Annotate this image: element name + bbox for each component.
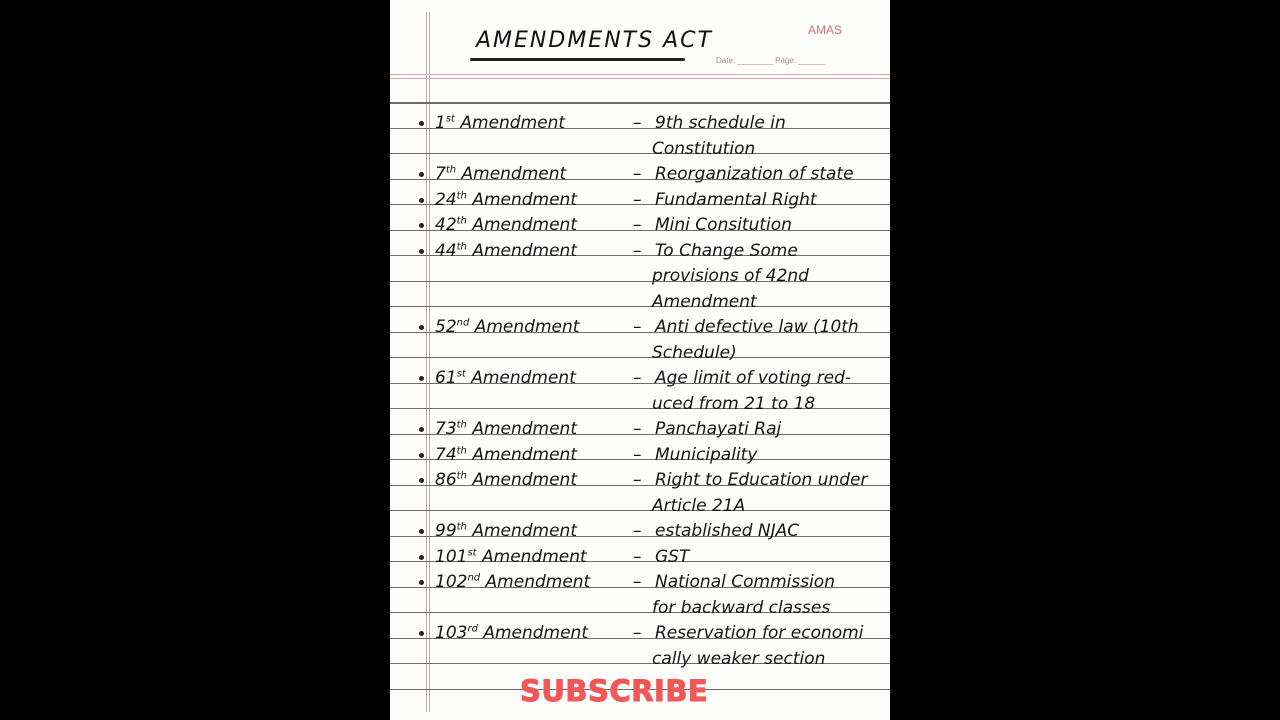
amendment-number (435, 445, 577, 465)
ordinal-suffix: st (456, 368, 466, 380)
dash: – (633, 368, 642, 388)
amendment-label: Amendment (461, 164, 567, 184)
amendment-number (435, 547, 587, 567)
dash: – (633, 546, 642, 567)
amendment-description: Constitution (652, 138, 756, 159)
dash: – (633, 317, 642, 337)
number: 42 (435, 215, 457, 235)
amendment-row (390, 317, 890, 341)
dash: – (633, 470, 642, 490)
amendment-number (435, 164, 566, 184)
bullet-icon (419, 376, 424, 381)
amendment-number (435, 419, 577, 439)
amendment-label: Amendment (472, 240, 577, 261)
amendment-label: Amendment (472, 419, 577, 439)
dash: – (633, 623, 642, 643)
dash: – (633, 444, 642, 465)
amendment-row-continued (390, 394, 890, 418)
amendment-row-continued (390, 649, 890, 673)
ordinal-suffix: st (445, 113, 455, 125)
bullet-icon (419, 631, 424, 636)
amendment-description: Reservation for economi (655, 623, 864, 643)
amendment-label: Amendment (472, 215, 577, 235)
bullet-icon (419, 325, 424, 330)
number: 103 (435, 623, 468, 643)
bullet-icon (419, 427, 424, 432)
header-rule (390, 74, 890, 75)
amendment-number (435, 572, 590, 592)
amendment-number (435, 317, 579, 337)
amendment-row (390, 547, 890, 571)
amendment-label: Amendment (472, 521, 577, 541)
bullet-icon (419, 529, 424, 534)
dash: – (633, 189, 642, 210)
dash: – (633, 164, 642, 184)
amendment-label: Amendment (471, 368, 576, 388)
amendment-number (435, 470, 577, 490)
dash: – (633, 113, 642, 133)
ordinal-suffix: th (456, 470, 467, 482)
header-rule (390, 78, 890, 79)
amendment-description: National Commission (655, 572, 835, 592)
bullet-icon (419, 223, 424, 228)
amendment-description: Municipality (655, 444, 758, 465)
number: 102 (435, 572, 468, 592)
amendment-row-continued (390, 139, 890, 163)
ordinal-suffix: th (456, 240, 467, 252)
amendment-row-continued (390, 292, 890, 316)
bullet-icon (419, 249, 424, 254)
amendment-row (390, 368, 890, 392)
number: 24 (435, 189, 457, 210)
page-title: AMENDMENTS ACT (476, 28, 713, 53)
amendment-description: Age limit of voting red- (655, 368, 852, 388)
amendment-row (390, 164, 890, 188)
number: 101 (435, 546, 468, 567)
dash: – (633, 419, 642, 439)
ruled-line (390, 102, 890, 104)
amendment-row (390, 445, 890, 469)
amendment-description: Right to Education under (655, 470, 868, 490)
bullet-icon (419, 478, 424, 483)
number: 86 (435, 470, 457, 490)
dash: – (633, 572, 642, 592)
ordinal-suffix: th (445, 164, 457, 176)
amendment-number (435, 241, 577, 261)
amendment-description: Amendment (652, 291, 757, 312)
bullet-icon (419, 555, 424, 560)
amendment-description: GST (655, 546, 690, 567)
amendment-description: uced from 21 to 18 (652, 393, 816, 414)
amendment-description: Anti defective law (10th (655, 317, 859, 337)
amendment-number (435, 215, 577, 235)
number: 99 (435, 521, 457, 541)
amendment-label: Amendment (472, 444, 577, 465)
bullet-icon (419, 198, 424, 203)
ordinal-suffix: th (456, 215, 467, 227)
amendment-description: Article 21A (652, 495, 746, 516)
bullet-icon (419, 580, 424, 585)
amendment-row (390, 623, 890, 647)
number: 7 (435, 164, 446, 184)
amendment-row (390, 521, 890, 545)
ordinal-suffix: st (467, 546, 477, 558)
number: 44 (435, 240, 457, 261)
bullet-icon (419, 121, 424, 126)
dash: – (633, 240, 642, 261)
date-page-label: Date: ________ Page: ______ (716, 56, 825, 65)
amendment-label: Amendment (460, 113, 566, 133)
amendment-number (435, 623, 588, 643)
number: 74 (435, 444, 457, 465)
bullet-icon (419, 453, 424, 458)
amendment-description: established NJAC (655, 521, 800, 541)
amendment-row (390, 419, 890, 443)
ordinal-suffix: th (456, 444, 467, 456)
amendment-description: Fundamental Right (655, 189, 817, 210)
amendment-description: Mini Consitution (655, 215, 792, 235)
amendment-label: Amendment (472, 189, 577, 210)
ordinal-suffix: nd (467, 572, 481, 584)
amendment-row (390, 241, 890, 265)
amendment-number (435, 521, 577, 541)
amendment-description: provisions of 42nd (652, 266, 809, 286)
amendment-label: Amendment (474, 317, 580, 337)
amendment-row (390, 190, 890, 214)
ordinal-suffix: th (456, 521, 467, 533)
amendment-row (390, 113, 890, 137)
amendment-row-continued (390, 496, 890, 520)
amendment-row-continued (390, 266, 890, 290)
amendment-description: To Change Some (655, 240, 798, 261)
dash: – (633, 521, 642, 541)
ordinal-suffix: nd (456, 317, 470, 329)
ordinal-suffix: th (456, 189, 467, 201)
title-underline (470, 58, 685, 61)
amendment-number (435, 368, 576, 388)
amendment-row (390, 215, 890, 239)
amendment-row-continued (390, 343, 890, 367)
subscribe-overlay[interactable]: SUBSCRIBE (520, 674, 709, 708)
ordinal-suffix: th (456, 419, 467, 431)
amendment-label: Amendment (483, 623, 589, 643)
amendment-row-continued (390, 598, 890, 622)
amendment-label: Amendment (472, 470, 577, 490)
amendment-number (435, 113, 565, 133)
brand-label: AMAS (808, 23, 843, 37)
ordinal-suffix: rd (467, 623, 478, 635)
amendment-description: for backward classes (652, 597, 831, 618)
amendment-label: Amendment (482, 546, 587, 567)
amendment-description: Panchayati Raj (655, 419, 782, 439)
number: 73 (435, 419, 457, 439)
amendment-number (435, 190, 577, 210)
number: 52 (435, 317, 457, 337)
amendment-label: Amendment (485, 572, 591, 592)
bullet-icon (419, 172, 424, 177)
amendment-description: Schedule) (652, 342, 737, 363)
amendment-row (390, 470, 890, 494)
number: 1 (435, 113, 446, 133)
dash: – (633, 215, 642, 235)
amendment-description: Reorganization of state (655, 164, 854, 184)
amendment-description: 9th schedule in (655, 113, 786, 133)
number: 61 (435, 368, 457, 388)
amendment-row (390, 572, 890, 596)
notebook-page (390, 0, 890, 720)
amendment-description: cally weaker section (652, 648, 826, 669)
